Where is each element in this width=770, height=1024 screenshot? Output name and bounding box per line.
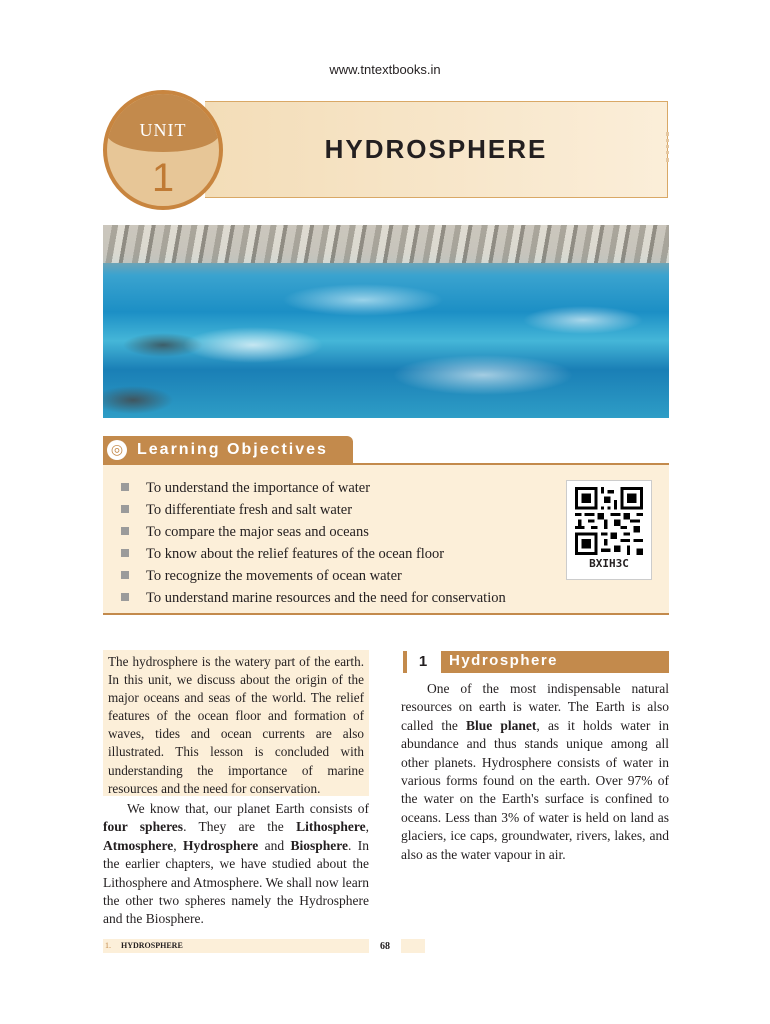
objective-text: To understand the importance of water: [146, 480, 371, 496]
list-item: [121, 477, 506, 499]
intro-box: [103, 650, 369, 796]
text-run: ,: [365, 819, 369, 835]
text-run: . In the earlier chapters, we have studied about the Lithosphere and Atmosphere. We shall now learn the other two spheres namely the Hydrosphere and the Biosphere.: [103, 837, 370, 927]
intro-text: The hydrosphere is the watery part of the earth. In this unit, we discuss about the origin of the major oceans and seas of the world. The relief features of the ocean floor and formation of waves, tides and ocean currents are also illustrated. This lesson is concluded with understanding the importance of marine resources and the need for conservation.: [108, 654, 364, 796]
learning-objectives-heading: Learning Objectives: [137, 441, 328, 458]
bullet-icon: [121, 505, 129, 513]
qr-code-icon: [573, 487, 645, 555]
list-item: [121, 499, 506, 521]
footer-unit-number: 1.: [105, 941, 111, 950]
learning-objectives-tab: [103, 436, 353, 464]
text-run: and: [258, 837, 291, 853]
river-photo: [103, 225, 669, 418]
list-item: [121, 521, 506, 543]
banner-edge-decoration: [666, 132, 675, 162]
learning-objectives-box: [103, 463, 669, 615]
site-url: www.tntextbooks.in: [329, 62, 441, 77]
bullet-icon: [121, 483, 129, 491]
unit-number: 1: [151, 156, 175, 200]
section-title: Hydrosphere: [449, 652, 559, 669]
section-title-bar: [441, 651, 669, 673]
list-item: [121, 587, 506, 609]
footer-unit-title: HYDROSPHERE: [121, 941, 183, 950]
bullet-icon: [121, 549, 129, 557]
bold-term: Atmosphere: [103, 837, 174, 853]
qr-code-label: BXIH3C: [589, 557, 629, 570]
footer-bar-right: [401, 939, 425, 953]
text-run: , as it holds water in abundance and thus stands unique among all other planets. Hydrosphere consists of water in various forms found on the earth. Over 97% of the water on the Earth's surface is confined to oceans. Less than 3% of water is held on land as glaciers, ice caps, groundwater, rivers, lakes, and also as the water vapour in air.: [401, 717, 669, 862]
unit-badge: [103, 90, 223, 210]
body-paragraph-left: [103, 800, 369, 929]
objective-text: To recognize the movements of ocean water: [146, 568, 402, 584]
bold-term: four spheres: [103, 819, 184, 835]
text-run: One of the most indispensable natural resources on earth is water. The Earth is also called the: [401, 681, 669, 733]
text-run: ,: [173, 837, 183, 853]
bold-term: Blue planet: [466, 717, 537, 733]
page-title: HYDROSPHERE: [324, 134, 548, 164]
objective-text: To know about the relief features of the ocean floor: [146, 546, 445, 562]
bold-term: Lithosphere: [296, 819, 366, 835]
unit-label: UNIT: [139, 120, 187, 140]
list-item: [121, 565, 506, 587]
bullet-icon: [121, 527, 129, 535]
qr-code[interactable]: [566, 480, 652, 580]
page-number: 68: [380, 941, 390, 952]
target-icon: ◎: [107, 440, 127, 460]
text-run: We know that, our planet Earth consists of: [127, 801, 369, 816]
section-heading: [403, 651, 669, 673]
bullet-icon: [121, 593, 129, 601]
text-run: . They are the: [183, 819, 297, 835]
body-paragraph-right: [401, 680, 669, 864]
bold-term: Hydrosphere: [183, 837, 259, 853]
section-number: 1: [403, 651, 439, 673]
objective-text: To compare the major seas and oceans: [146, 524, 369, 540]
bullet-icon: [121, 571, 129, 579]
bold-term: Biosphere: [290, 837, 349, 853]
footer-bar: [103, 939, 369, 953]
objective-text: To differentiate fresh and salt water: [146, 502, 353, 518]
list-item: [121, 543, 506, 565]
objectives-list: [121, 477, 506, 609]
riverbank-rocks: [103, 225, 669, 263]
objective-text: To understand marine resources and the need for conservation: [146, 590, 506, 606]
